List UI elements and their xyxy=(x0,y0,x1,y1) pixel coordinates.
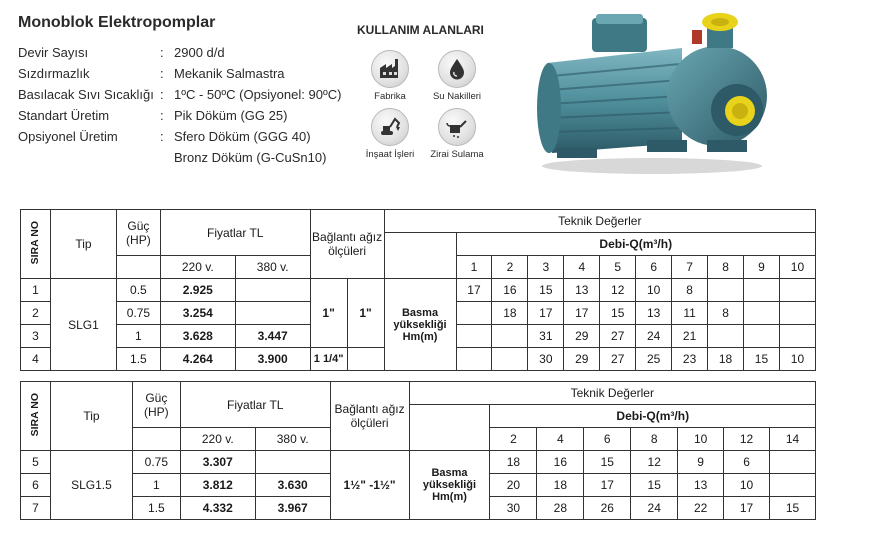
baglanti-label: Bağlantı ağız ölçüleri xyxy=(312,230,383,258)
row-no: 7 xyxy=(21,497,51,520)
head-cell: 16 xyxy=(537,451,584,474)
usage-item-irrigation xyxy=(422,108,492,160)
spec-list xyxy=(18,42,341,168)
table-row xyxy=(21,451,816,474)
fiyat-header xyxy=(180,382,330,428)
guc-cell: 1 xyxy=(116,325,160,348)
teknik-label: Teknik Değerler xyxy=(558,214,642,228)
price-220: 3.307 xyxy=(180,451,255,474)
debi-value: 9 xyxy=(744,256,780,279)
spec-colon: : xyxy=(160,87,164,102)
spec-row xyxy=(18,63,341,84)
v220-header: 220 v. xyxy=(160,256,235,279)
spec-colon: : xyxy=(160,108,164,123)
tip-cell: SLG1 xyxy=(50,279,116,371)
spec-row xyxy=(18,105,341,126)
head-cell xyxy=(779,302,815,325)
spec-colon: : xyxy=(160,129,164,144)
head-cell: 15 xyxy=(631,474,678,497)
debi-value: 4 xyxy=(564,256,600,279)
debi-header xyxy=(490,405,816,428)
spec-row xyxy=(18,126,341,147)
head-cell: 17 xyxy=(564,302,600,325)
head-cell: 22 xyxy=(678,497,724,520)
debi-label: Debi-Q(m³/h) xyxy=(616,409,690,423)
head-cell: 16 xyxy=(492,279,528,302)
row-no: 5 xyxy=(21,451,51,474)
sira-header xyxy=(21,210,51,279)
debi-value: 14 xyxy=(770,428,816,451)
spec-value: 1ºC - 50ºC (Opsiyonel: 90ºC) xyxy=(174,87,342,102)
tip-header xyxy=(50,210,116,279)
tip-label: Tip xyxy=(75,237,92,251)
spec-value: Pik Döküm (GG 25) xyxy=(174,108,288,123)
fiyat-header xyxy=(160,210,310,256)
guc-cell: 0.5 xyxy=(116,279,160,302)
guc-cell: 0.75 xyxy=(116,302,160,325)
usage-title: KULLANIM ALANLARI xyxy=(357,23,484,37)
head-cell: 9 xyxy=(678,451,724,474)
debi-value: 10 xyxy=(678,428,724,451)
guc-cell: 1.5 xyxy=(132,497,180,520)
tip-cell: SLG1.5 xyxy=(50,451,132,520)
usage-item-water xyxy=(422,50,492,102)
baglanti-header xyxy=(310,210,384,279)
excavator-icon xyxy=(371,108,409,146)
head-cell: 30 xyxy=(490,497,537,520)
head-cell: 8 xyxy=(708,302,744,325)
basma-label: Basma yüksekliği Hm(m) xyxy=(409,451,490,520)
head-cell xyxy=(770,474,816,497)
usage-label: Su Nakilleri xyxy=(432,91,482,102)
head-cell: 15 xyxy=(770,497,816,520)
usage-label: Fabrika xyxy=(374,91,406,102)
head-cell: 12 xyxy=(631,451,678,474)
head-cell: 28 xyxy=(537,497,584,520)
head-cell xyxy=(456,325,492,348)
debi-value: 12 xyxy=(724,428,770,451)
debi-value: 10 xyxy=(779,256,815,279)
head-cell xyxy=(708,325,744,348)
fiyat-label: Fiyatlar TL xyxy=(207,225,264,240)
guc-cell: 1 xyxy=(132,474,180,497)
baglanti-label: Bağlantı ağız ölçüleri xyxy=(334,402,405,430)
conn-outlet: 1" xyxy=(347,279,384,348)
v380-header: 380 v. xyxy=(235,256,310,279)
debi-value: 3 xyxy=(528,256,564,279)
head-cell: 27 xyxy=(600,348,636,371)
spec-label: Standart Üretim xyxy=(18,108,110,123)
row-no: 1 xyxy=(21,279,51,302)
tip-label: Tip xyxy=(83,409,100,423)
head-cell xyxy=(492,325,528,348)
v380-header: 380 v. xyxy=(255,428,330,451)
table-row xyxy=(21,279,816,302)
head-cell: 15 xyxy=(584,451,631,474)
spec-value: Bronz Döküm (G-CuSn10) xyxy=(174,150,327,165)
head-cell: 15 xyxy=(744,348,780,371)
price-380 xyxy=(235,302,310,325)
head-cell: 10 xyxy=(779,348,815,371)
head-cell: 29 xyxy=(564,348,600,371)
guc-label: Güç (HP) xyxy=(126,218,151,247)
spec-value: 2900 d/d xyxy=(174,45,225,60)
head-cell: 13 xyxy=(678,474,724,497)
price-380: 3.900 xyxy=(235,348,310,371)
head-cell: 13 xyxy=(564,279,600,302)
sira-label: SIRA NO xyxy=(29,220,42,265)
price-220: 3.254 xyxy=(160,302,235,325)
price-380: 3.967 xyxy=(255,497,330,520)
head-cell: 25 xyxy=(636,348,672,371)
head-cell: 21 xyxy=(672,325,708,348)
spec-label xyxy=(18,147,160,168)
price-220: 4.332 xyxy=(180,497,255,520)
head-cell: 17 xyxy=(584,474,631,497)
conn-inlet: 1" xyxy=(310,279,347,348)
conn-cell: 1 1/4" xyxy=(310,348,347,371)
baglanti-header xyxy=(330,382,409,451)
head-cell: 13 xyxy=(636,302,672,325)
spec-value: Mekanik Salmastra xyxy=(174,66,285,81)
head-cell xyxy=(456,302,492,325)
spec-row xyxy=(18,42,341,63)
debi-label: Debi-Q(m³/h) xyxy=(599,237,673,251)
v220-header: 220 v. xyxy=(180,428,255,451)
spec-label: Sızdırmazlık xyxy=(18,66,90,81)
head-cell: 17 xyxy=(724,497,770,520)
teknik-label: Teknik Değerler xyxy=(570,386,654,400)
row-no: 3 xyxy=(21,325,51,348)
head-cell xyxy=(744,325,780,348)
spec-row xyxy=(18,147,341,168)
head-cell: 23 xyxy=(672,348,708,371)
pump-image xyxy=(532,8,772,176)
debi-value: 2 xyxy=(490,428,537,451)
usage-item-factory xyxy=(355,50,425,102)
debi-value: 7 xyxy=(672,256,708,279)
usage-label: Zirai Sulama xyxy=(430,149,484,160)
page-title: Monoblok Elektropomplar xyxy=(18,14,216,31)
usage-item-construction xyxy=(355,108,425,160)
guc-header xyxy=(116,210,160,256)
head-cell: 11 xyxy=(672,302,708,325)
head-cell xyxy=(770,451,816,474)
basma-label: Basma yüksekliği Hm(m) xyxy=(384,279,456,371)
spec-row xyxy=(18,84,341,105)
row-no: 4 xyxy=(21,348,51,371)
price-380: 3.447 xyxy=(235,325,310,348)
guc-cell: 0.75 xyxy=(132,451,180,474)
sira-label: SIRA NO xyxy=(29,392,42,437)
usage-label: İnşaat İşleri xyxy=(365,149,415,160)
price-220: 2.925 xyxy=(160,279,235,302)
debi-value: 1 xyxy=(456,256,492,279)
head-cell: 30 xyxy=(528,348,564,371)
debi-value: 6 xyxy=(584,428,631,451)
conn-cell: 1½" -1½" xyxy=(330,451,409,520)
head-cell xyxy=(744,302,780,325)
head-cell: 27 xyxy=(600,325,636,348)
spec-label: Devir Sayısı xyxy=(18,45,89,60)
debi-value: 8 xyxy=(631,428,678,451)
teknik-header xyxy=(409,382,815,405)
guc-header xyxy=(132,382,180,428)
head-cell: 24 xyxy=(631,497,678,520)
head-cell: 6 xyxy=(724,451,770,474)
head-cell xyxy=(456,348,492,371)
spec-colon: : xyxy=(160,66,164,81)
debi-value: 6 xyxy=(636,256,672,279)
row-no: 6 xyxy=(21,474,51,497)
head-cell: 18 xyxy=(492,302,528,325)
factory-icon xyxy=(371,50,409,88)
teknik-header xyxy=(384,210,815,233)
debi-value: 5 xyxy=(600,256,636,279)
head-cell: 12 xyxy=(600,279,636,302)
head-cell: 17 xyxy=(456,279,492,302)
head-cell xyxy=(744,279,780,302)
debi-value: 4 xyxy=(537,428,584,451)
head-cell: 20 xyxy=(490,474,537,497)
water-drop-icon xyxy=(438,50,476,88)
tip-header xyxy=(50,382,132,451)
head-cell: 8 xyxy=(672,279,708,302)
spec-colon: : xyxy=(160,45,164,60)
head-cell: 26 xyxy=(584,497,631,520)
watering-can-icon xyxy=(438,108,476,146)
row-no: 2 xyxy=(21,302,51,325)
head-cell: 17 xyxy=(528,302,564,325)
price-380 xyxy=(235,279,310,302)
head-cell xyxy=(492,348,528,371)
sira-header xyxy=(21,382,51,451)
spec-label: Opsiyonel Üretim xyxy=(18,129,118,144)
guc-cell: 1.5 xyxy=(116,348,160,371)
head-cell: 15 xyxy=(528,279,564,302)
spec-value: Sfero Döküm (GGG 40) xyxy=(174,129,311,144)
head-cell xyxy=(779,279,815,302)
price-380 xyxy=(255,451,330,474)
price-380: 3.630 xyxy=(255,474,330,497)
head-cell: 18 xyxy=(537,474,584,497)
head-cell: 24 xyxy=(636,325,672,348)
head-cell xyxy=(708,279,744,302)
head-cell: 10 xyxy=(724,474,770,497)
head-cell: 31 xyxy=(528,325,564,348)
head-cell: 29 xyxy=(564,325,600,348)
debi-value: 2 xyxy=(492,256,528,279)
head-cell xyxy=(779,325,815,348)
debi-value: 8 xyxy=(708,256,744,279)
price-220: 4.264 xyxy=(160,348,235,371)
guc-label: Güç (HP) xyxy=(144,390,169,419)
price-220: 3.628 xyxy=(160,325,235,348)
price-220: 3.812 xyxy=(180,474,255,497)
head-cell: 18 xyxy=(708,348,744,371)
debi-header xyxy=(456,233,816,256)
head-cell: 18 xyxy=(490,451,537,474)
price-table-slg1 xyxy=(20,209,816,371)
head-cell: 10 xyxy=(636,279,672,302)
price-table-slg1-5 xyxy=(20,381,816,520)
spec-label: Basılacak Sıvı Sıcaklığı xyxy=(18,87,154,102)
fiyat-label: Fiyatlar TL xyxy=(226,397,284,412)
head-cell: 15 xyxy=(600,302,636,325)
